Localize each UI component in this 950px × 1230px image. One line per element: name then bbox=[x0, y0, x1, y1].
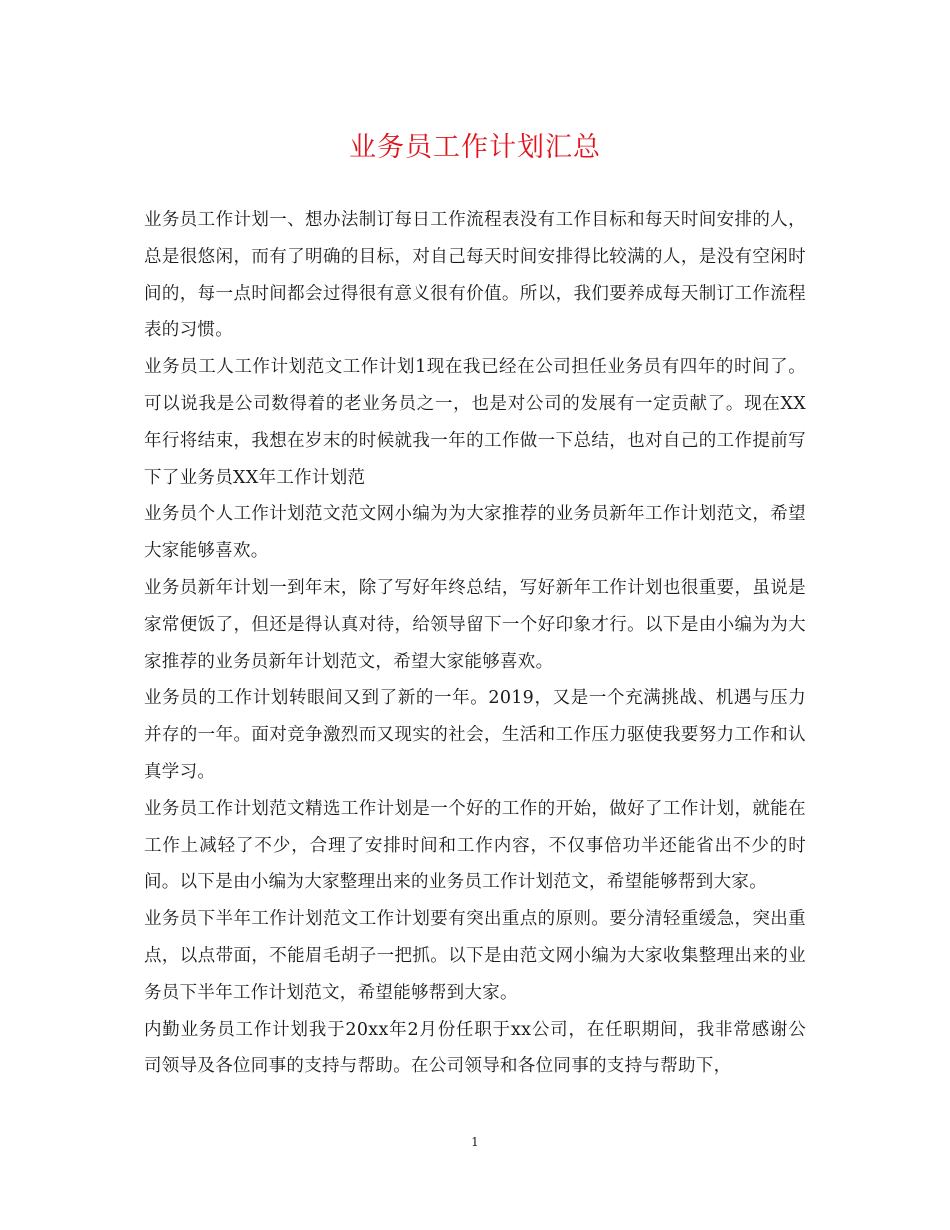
paragraph: 内勤业务员工作计划我于20xx年2月份任职于xx公司，在任职期间，我非常感谢公司领导及各位同事的支持与帮助。在公司领导和各位同事的支持与帮助下， bbox=[144, 1019, 806, 1077]
document-body bbox=[144, 202, 806, 1085]
page-number: 1 bbox=[471, 1135, 479, 1149]
paragraph: 业务员工人工作计划范文工作计划1现在我已经在公司担任业务员有四年的时间了。可以说我是公司数得着的老业务员之一，也是对公司的发展有一定贡献了。现在XX年行将结束，我想在岁末的时候就我一年的工作做一下总结，也对自己的工作提前写下了业务员XX年工作计划范 bbox=[144, 357, 806, 488]
paragraph: 业务员新年计划一到年末，除了写好年终总结，写好新年工作计划也很重要，虽说是家常便饭了，但还是得认真对待，给领导留下一个好印象才行。以下是由小编为为大家推荐的业务员新年计划范文，希望大家能够喜欢。 bbox=[144, 577, 806, 672]
paragraph: 业务员工作计划范文精选工作计划是一个好的工作的开始，做好了工作计划，就能在工作上减轻了不少，合理了安排时间和工作内容，不仅事倍功半还能省出不少的时间。以下是由小编为大家整理出来的业务员工作计划范文，希望能够帮到大家。 bbox=[144, 798, 806, 893]
paragraph: 业务员个人工作计划范文范文网小编为为大家推荐的业务员新年工作计划范文，希望大家能够喜欢。 bbox=[144, 504, 806, 562]
paragraph: 业务员的工作计划转眼间又到了新的一年。2019，又是一个充满挑战、机遇与压力并存的一年。面对竞争激烈而又现实的社会，生活和工作压力驱使我要努力工作和认真学习。 bbox=[144, 688, 806, 782]
paragraph: 业务员工作计划一、想办法制订每日工作流程表没有工作目标和每天时间安排的人，总是很悠闲，而有了明确的目标，对自己每天时间安排得比较满的人，是没有空闲时间的，每一点时间都会过得很有意义很有价值。所以，我们要养成每天制订工作流程表的习惯。 bbox=[144, 210, 806, 341]
paragraph: 业务员下半年工作计划范文工作计划要有突出重点的原则。要分清轻重缓急，突出重点，以点带面，不能眉毛胡子一把抓。以下是由范文网小编为大家收集整理出来的业务员下半年工作计划范文，希望能够帮到大家。 bbox=[144, 909, 806, 1003]
document-title: 业务员工作计划汇总 bbox=[349, 132, 601, 163]
